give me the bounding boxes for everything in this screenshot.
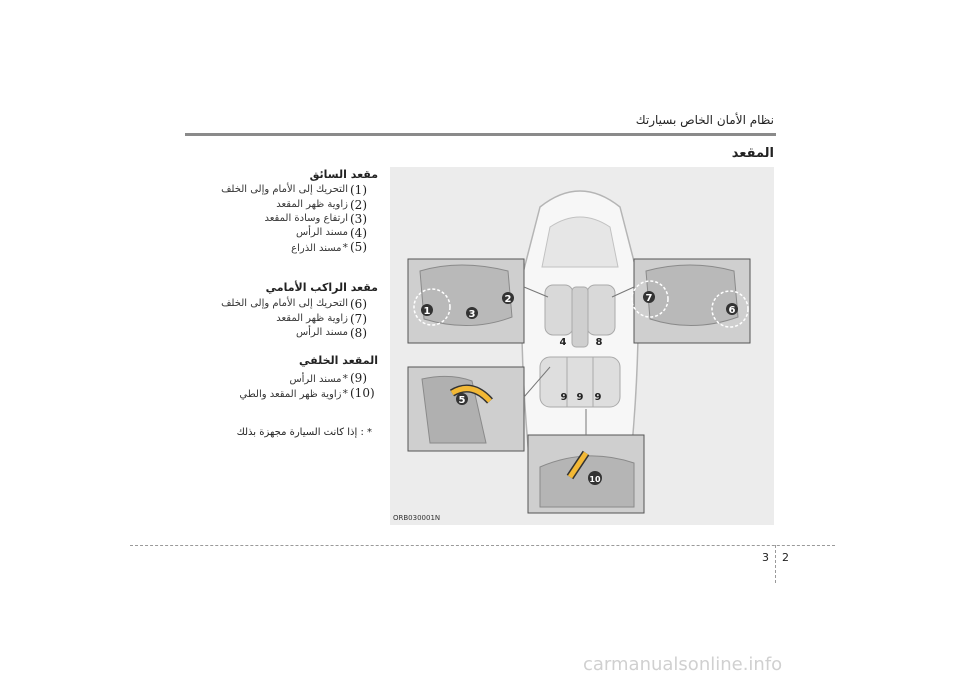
asterisk-mark: * bbox=[342, 241, 348, 254]
footer-divider bbox=[775, 545, 776, 583]
callout-4: 4 bbox=[559, 337, 567, 348]
item-label: مسند الذراع bbox=[291, 243, 342, 254]
group-title-passenger: مقعد الراكب الأمامي bbox=[265, 281, 378, 294]
header-rule bbox=[185, 133, 776, 136]
item-number: (9) bbox=[350, 371, 367, 385]
callout-6: 6 bbox=[728, 305, 736, 316]
item-label: مسند الرأس bbox=[295, 327, 348, 338]
callout-1: 1 bbox=[423, 306, 431, 317]
item-label: زاوية ظهر المقعد bbox=[276, 313, 348, 324]
page-number-chapter: 3 bbox=[762, 551, 769, 564]
watermark: carmanualsonline.info bbox=[583, 654, 783, 675]
item-number: (10) bbox=[350, 386, 375, 400]
callout-10: 10 bbox=[589, 475, 601, 484]
item-label: ارتفاع وسادة المقعد bbox=[264, 213, 348, 224]
list-item bbox=[168, 183, 378, 198]
page-number: 2 bbox=[782, 551, 789, 564]
item-number: (3) bbox=[350, 212, 367, 226]
item-label: التحريك إلى الأمام وإلى الخلف bbox=[221, 298, 348, 309]
item-number: (1) bbox=[350, 183, 367, 197]
list-item bbox=[168, 371, 378, 386]
car-body bbox=[522, 191, 639, 467]
rear-seat-inset bbox=[528, 435, 644, 513]
group-title-driver: مقعد السائق bbox=[309, 168, 378, 181]
footnote bbox=[237, 427, 372, 438]
header-title: نظام الأمان الخاص بسيارتك bbox=[635, 113, 774, 127]
item-label: زاوية ظهر المقعد والطي bbox=[239, 389, 342, 400]
callout-9b: 9 bbox=[576, 392, 584, 403]
item-label: التحريك إلى الأمام وإلى الخلف bbox=[221, 184, 348, 195]
callout-7: 7 bbox=[645, 293, 653, 304]
item-number: (5) bbox=[350, 240, 367, 254]
item-label: مسند الرأس bbox=[289, 374, 342, 385]
item-label-wrap bbox=[291, 241, 348, 254]
callout-8: 8 bbox=[595, 337, 603, 348]
callout-5: 5 bbox=[458, 395, 466, 406]
note-star: * bbox=[367, 427, 372, 438]
note-text: : إذا كانت السيارة مجهزة بذلك bbox=[236, 427, 364, 438]
armrest-inset bbox=[408, 367, 524, 451]
seat-diagram bbox=[390, 167, 774, 525]
item-number: (8) bbox=[350, 326, 367, 340]
list-item bbox=[168, 386, 378, 401]
group-title-rear: المقعد الخلفي bbox=[299, 354, 378, 367]
list-item bbox=[168, 198, 378, 213]
item-number: (4) bbox=[350, 226, 367, 240]
list-item bbox=[168, 240, 378, 255]
callout-9c: 9 bbox=[594, 392, 602, 403]
figure-code: ORB030001N bbox=[393, 514, 441, 522]
item-label-wrap bbox=[239, 387, 348, 400]
list-item bbox=[168, 226, 378, 241]
list-item bbox=[168, 326, 378, 341]
list-item bbox=[168, 297, 378, 312]
list-item bbox=[168, 212, 378, 227]
item-number: (2) bbox=[350, 198, 367, 212]
item-number: (6) bbox=[350, 297, 367, 311]
asterisk-mark: * bbox=[342, 387, 348, 400]
list-item bbox=[168, 312, 378, 327]
item-number: (7) bbox=[350, 312, 367, 326]
asterisk-mark: * bbox=[342, 372, 348, 385]
footer-rule bbox=[130, 545, 835, 546]
section-title: المقعد bbox=[731, 146, 774, 161]
item-label: زاوية ظهر المقعد bbox=[276, 199, 348, 210]
callout-2: 2 bbox=[504, 294, 512, 305]
item-label-wrap bbox=[289, 372, 348, 385]
callout-3: 3 bbox=[468, 309, 476, 320]
callout-9a: 9 bbox=[560, 392, 568, 403]
seat-diagram-svg bbox=[390, 167, 774, 525]
item-label: مسند الرأس bbox=[295, 227, 348, 238]
